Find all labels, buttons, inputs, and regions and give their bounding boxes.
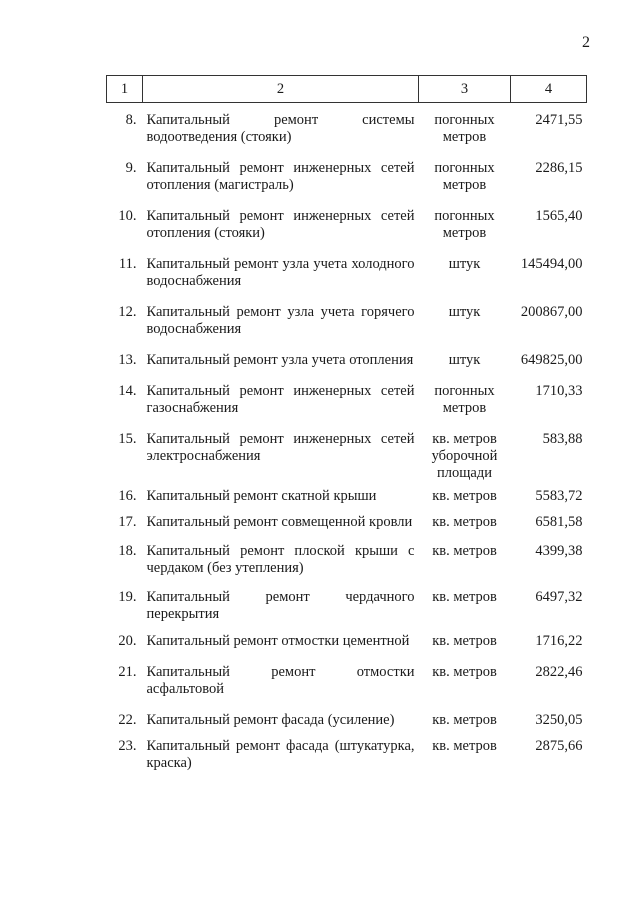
row-work-name: Капитальный ремонт инженерных сетей газоснабжения — [146, 383, 415, 416]
row-unit: кв. метров — [432, 589, 497, 605]
table-header — [107, 76, 587, 103]
row-work-name: Капитальный ремонт инженерных сетей отопления (стояки) — [146, 208, 415, 241]
row-number: 17. — [118, 514, 137, 530]
page-number: 2 — [582, 34, 590, 51]
row-value: 2471,55 — [535, 112, 583, 128]
header-col-4: 4 — [511, 76, 587, 103]
row-unit: штук — [448, 304, 481, 320]
row-value: 1716,22 — [535, 633, 583, 649]
row-work-name: Капитальный ремонт скатной крыши — [146, 488, 377, 504]
row-value: 649825,00 — [520, 352, 583, 368]
row-unit: кв. метров уборочной площади — [431, 431, 498, 481]
header-col-1: 1 — [107, 76, 143, 103]
table-row — [107, 729, 587, 772]
row-value: 2822,46 — [535, 664, 583, 680]
row-work-name: Капитальный ремонт узла учета горячего водоснабжения — [146, 304, 415, 337]
row-value: 2875,66 — [535, 738, 583, 754]
row-value: 3250,05 — [535, 712, 583, 728]
row-unit: штук — [448, 256, 481, 272]
header-col-2: 2 — [143, 76, 419, 103]
row-unit: погонных метров — [434, 208, 495, 241]
table-row — [107, 103, 587, 147]
row-work-name: Капитальный ремонт отмостки асфальтовой — [146, 664, 415, 697]
table-row — [107, 417, 587, 482]
row-value: 1710,33 — [535, 383, 583, 399]
row-number: 9. — [125, 160, 137, 176]
row-number: 18. — [118, 543, 137, 559]
row-number: 23. — [118, 738, 137, 754]
table-row — [107, 369, 587, 417]
row-value: 2286,15 — [535, 160, 583, 176]
row-number: 12. — [118, 304, 137, 320]
row-work-name: Капитальный ремонт узла учета холодного водоснабжения — [146, 256, 415, 289]
row-unit: погонных метров — [434, 112, 495, 145]
row-work-name: Капитальный ремонт узла учета отопления — [146, 352, 414, 368]
row-number: 14. — [118, 383, 137, 399]
table-row — [107, 650, 587, 698]
table-row — [107, 338, 587, 369]
row-work-name: Капитальный ремонт инженерных сетей электроснабжения — [146, 431, 415, 464]
row-unit: кв. метров — [432, 633, 497, 649]
row-work-name: Капитальный ремонт фасада (усиление) — [146, 712, 395, 728]
row-unit: погонных метров — [434, 383, 495, 416]
works-table — [106, 75, 587, 772]
row-number: 15. — [118, 431, 137, 447]
row-number: 19. — [118, 589, 137, 605]
row-number: 11. — [118, 256, 137, 272]
row-number: 10. — [118, 208, 137, 224]
row-number: 13. — [118, 352, 137, 368]
header-col-3: 3 — [419, 76, 511, 103]
table-row — [107, 698, 587, 729]
row-unit: кв. метров — [432, 514, 497, 530]
row-value: 145494,00 — [520, 256, 583, 272]
row-number: 8. — [125, 112, 137, 128]
table-row — [107, 577, 587, 623]
row-unit: кв. метров — [432, 488, 497, 504]
row-unit: штук — [448, 352, 481, 368]
row-work-name: Капитальный ремонт инженерных сетей отопления (магистраль) — [146, 160, 415, 193]
row-number: 20. — [118, 633, 137, 649]
row-work-name: Капитальный ремонт фасада (штукатурка, краска) — [146, 738, 415, 771]
row-value: 4399,38 — [535, 543, 583, 559]
row-value: 583,88 — [542, 431, 583, 447]
row-value: 200867,00 — [520, 304, 583, 320]
table-row — [107, 623, 587, 650]
table-body — [107, 103, 587, 773]
row-unit: кв. метров — [432, 738, 497, 754]
table-row — [107, 290, 587, 338]
row-work-name: Капитальный ремонт отмостки цементной — [146, 633, 410, 649]
row-number: 22. — [118, 712, 137, 728]
row-work-name: Капитальный ремонт системы водоотведения (стояки) — [146, 112, 415, 145]
table-row — [107, 146, 587, 194]
row-unit: погонных метров — [434, 160, 495, 193]
row-unit: кв. метров — [432, 543, 497, 559]
row-unit: кв. метров — [432, 712, 497, 728]
table-row — [107, 505, 587, 531]
row-work-name: Капитальный ремонт совмещенной кровли — [146, 514, 413, 530]
row-number: 21. — [118, 664, 137, 680]
row-number: 16. — [118, 488, 137, 504]
row-value: 5583,72 — [535, 488, 583, 504]
table-row — [107, 531, 587, 577]
row-work-name: Капитальный ремонт плоской крыши с чердаком (без утепления) — [146, 543, 415, 576]
table-row — [107, 194, 587, 242]
row-value: 6581,58 — [535, 514, 583, 530]
row-value: 1565,40 — [535, 208, 583, 224]
table-row — [107, 482, 587, 505]
row-work-name: Капитальный ремонт чердачного перекрытия — [146, 589, 415, 622]
table-row — [107, 242, 587, 290]
row-value: 6497,32 — [535, 589, 583, 605]
row-unit: кв. метров — [432, 664, 497, 680]
